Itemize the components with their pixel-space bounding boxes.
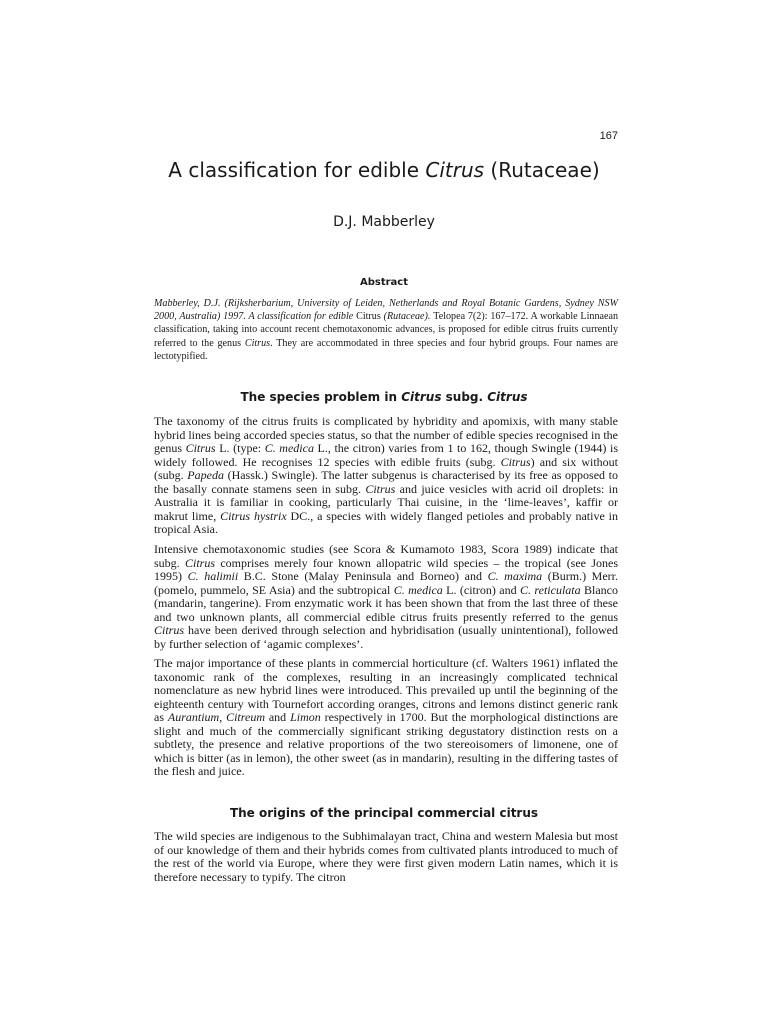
abstract-citation-family: (Rutaceae). [380,311,434,323]
abstract-genus: Citrus [244,337,271,349]
text-run: and juice vesicles with acrid oil droplets: in Australia it is familiar in cooking, particularly Thai cuisine, in the ‘lime-leaves’, kaffir or makrut lime, [154,481,618,523]
paragraph-horticulture [154,657,618,779]
text-run: , [219,710,227,724]
paragraph-origins: The wild species are indigenous to the Subhimalayan tract, China and western Malesia but most of our knowledge of them and their hybrids comes from cultivated plants introduced to much of the rest of the world via Europe, where they were first given modern Latin names, which it is therefore necessary to typify. The citron [154,829,618,884]
text-run: (Hassk.) Swingle). The latter subgenus is characterised by its free as opposed to the basally connate stamens seen in subg. [154,468,619,496]
section-heading-origins: The origins of the principal commercial citrus [229,806,539,820]
text-run: (Burm.) Merr. (pomelo, pummelo, SE Asia) and the subtropical [154,569,619,597]
abstract-body-end: . They are accommodated in three species and four hybrid groups. Four names are lectotypified. [154,337,618,362]
heading-subgenus-italic: Citrus [487,390,528,404]
paragraph-chemotaxonomy [154,543,618,651]
text-italic: C. maxima [487,569,543,583]
text-run: respectively in 1700. But the morphological distinctions are slight and much of the commercially significant striking degustatory distinction rests on a subtlety, the presence and relative proportions of the two stereoisomers of limonene, one of which is bitter (as in lemon), the other sweet (as in mandarin), resulting in the differing tastes of the flesh and juice. [154,710,619,778]
text-run: L. (citron) and [442,582,520,597]
section-heading-species-problem [0,390,768,404]
text-run: The taxonomy of the citrus fruits is complicated by hybridity and apomixis, with many stable hybrid lines being accorded species status, so that the number of edible species recognised in the genus [154,414,618,455]
abstract-body: A workable Linnaean classification, taking into account recent chemotaxonomic advances, is proposed for edible citrus fruits currently referred to the genus [154,311,618,349]
author-name: D.J. Mabberley [333,214,435,230]
text-italic: Papeda [187,468,224,482]
text-run: DC., a species with widely flanged petioles and probably native in tropical Asia. [154,508,618,536]
heading-genus-italic: Citrus [401,390,442,404]
abstract-citation-journal: Telopea 7(2): 167–172. [433,311,529,323]
title-text-before: A classification for edible [168,158,426,182]
paragraph-taxonomy [154,415,618,537]
text-run: B.C. Stone (Malay Peninsula and Borneo) and [238,569,488,583]
text-run: L. (type: [215,441,265,455]
text-italic: Citrus hystrix [220,508,287,523]
text-run: Blanco (mandarin, tangerine). From enzymatic work it has been shown that from the last three of these and two unknown plants, all commercial edible citrus fruits presently referred to the genus [154,582,619,624]
paper-title [0,158,768,182]
text-run: ) and six without (subg. [154,454,619,482]
text-italic: Citrus [185,441,216,455]
abstract-citation: Mabberley, D.J. (Rijksherbarium, University of Leiden, Netherlands and Royal Botanic Gardens, Sydney NSW 2000, Australia) 1997. A classification for edible [154,298,618,323]
text-italic: Citrus [184,555,215,570]
text-run: have been derived through selection and hybridisation (usually unintentional), followed by further selection of ‘agamic complexes’. [154,623,618,651]
text-italic: Citrus [365,481,396,496]
text-italic: C. medica [264,441,314,455]
heading-part: subg. [441,390,488,404]
text-italic: Citreum [226,710,265,724]
heading-part: The species problem in [240,390,402,404]
text-run: comprises merely four known allopatric wild species – the tropical (see Jones 1995) [154,555,618,583]
text-italic: Aurantium [167,710,220,724]
abstract-citation-genus: Citrus [356,311,381,323]
abstract-text [154,297,618,363]
text-italic: Citrus [154,623,185,637]
title-genus-italic: Citrus [425,158,485,182]
text-run: The major importance of these plants in commercial horticulture (cf. Walters 1961) inflated the taxonomic rank of the complexes, resulting in an increasingly complicated technical nomenclature as new hybrid lines were introduced. This prevailed up until the beginning of the eighteenth century with Tournefort according oranges, citrons and lemons distinct generic rank as [154,656,618,724]
text-italic: C. halimii [187,569,239,583]
text-italic: C. medica [393,582,443,597]
text-run: and [264,710,291,724]
page-number: 167 [599,130,618,142]
abstract-heading: Abstract [359,277,409,288]
text-italic: Limon [290,710,321,724]
text-italic: C. reticulata [520,582,581,597]
text-italic: Citrus [500,454,531,469]
text-run: Intensive chemotaxonomic studies (see Scora & Kumamoto 1983, Scora 1989) indicate that subg. [154,542,618,570]
title-text-after: (Rutaceae) [484,158,600,182]
text-run: L., the citron) varies from 1 to 162, though Swingle (1944) is widely followed. He recognises 12 species with edible fruits (subg. [154,441,618,469]
